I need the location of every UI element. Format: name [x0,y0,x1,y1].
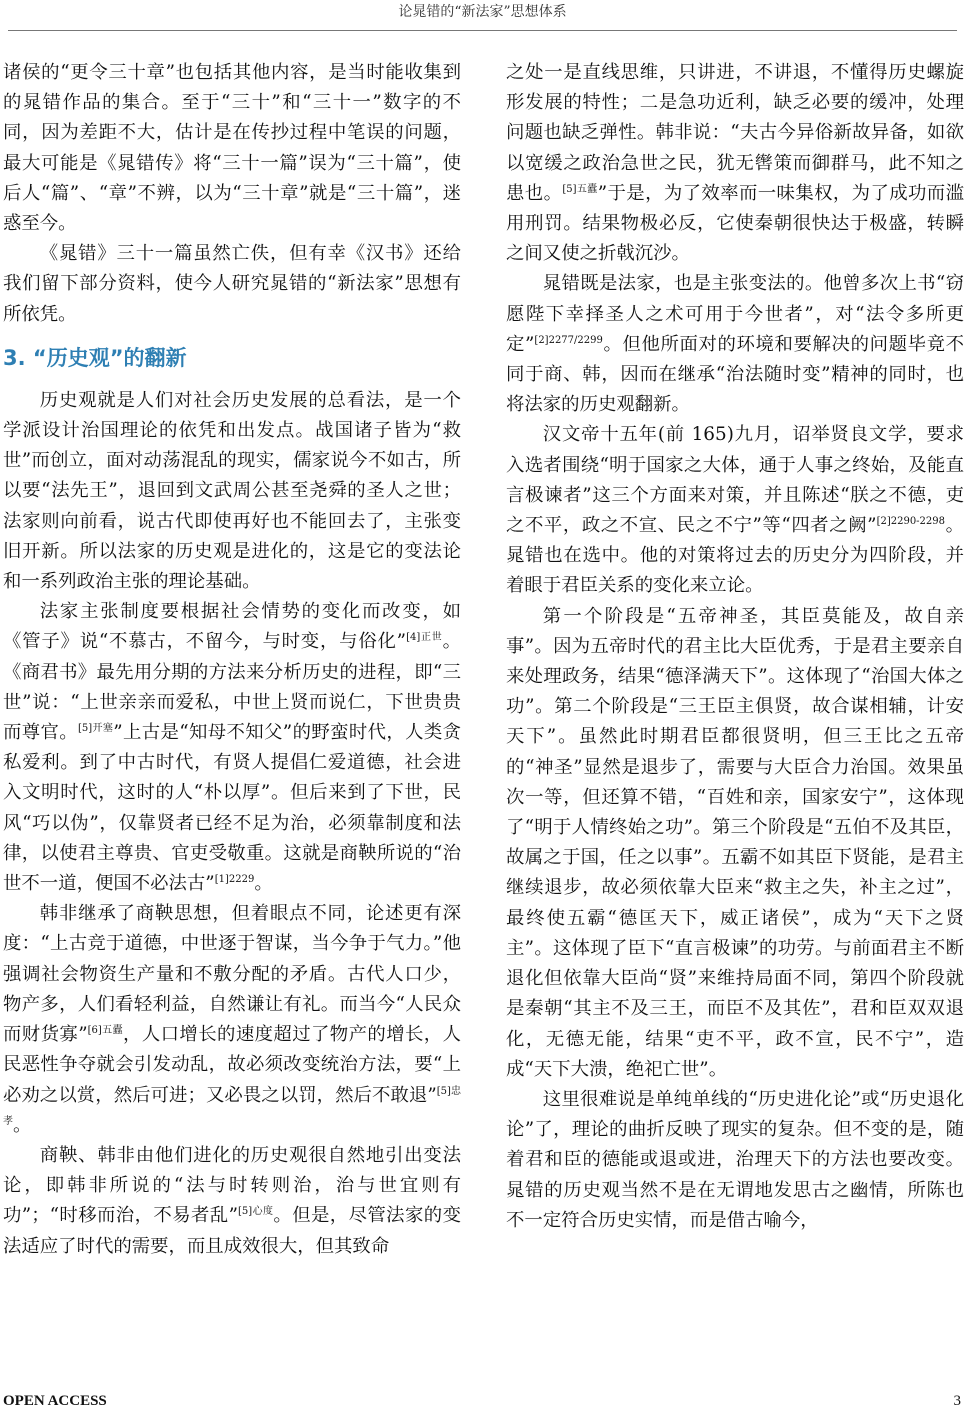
paragraph-text: 。 [254,873,273,895]
section-heading: 3. “历史观”的翻新 [3,345,187,370]
paragraph [3,386,461,597]
left-column [3,58,461,1262]
paragraph-text: 晁错既是法家，也是主张变法的。他曾多次上书“窃愿陛下幸择圣人之术可用于今世者”，对“法令多所更定” [506,273,964,355]
paragraph [506,602,964,1085]
paragraph [3,899,461,1141]
paragraph-text: 韩非继承了商鞅思想，但着眼点不同，论述更有深度：“上古竞于道德，中世逐于智谋，当今争于气力。”他强调社会物资生产量和不敷分配的矛盾。古代人口少，物产多，人们看轻利益，自然谦让有礼。而当今“人民众而财货寡” [3,903,461,1046]
citation-ref: [4]正世 [406,632,443,644]
paragraph-text: 商鞅、韩非由他们进化的历史观很自然地引出变法论，即韩非所说的“法与时转则治，治与世宜则有功”；“时移而治，不易者乱” [3,1144,461,1227]
paragraph-text: 。但他所面对的环境和要解决的问题毕竟不同于商、韩，因而在继承“治法随时变”精神的同时，也将法家的历史观翻新。 [506,333,964,416]
paragraph-text: 。《商君书》最先用分期的方法来分析历史的进程，即“三世”说：“上世亲亲而爱私，中世上贤而说仁，下世贵贵而尊官。 [3,631,461,744]
page-number: 3 [953,1393,961,1409]
paragraph-text: 法家主张制度要根据社会情势的变化而改变，如《管子》说“不慕古，不留今，与时变，与俗化” [3,601,461,653]
paragraph-text: 。 [13,1114,32,1136]
paragraph-text: 这里很难说是单纯单线的“历史进化论”或“历史退化论”了，理论的曲折反映了现实的复杂。但不变的是，随着君和臣的德能或退或进，治理天下的方法也要改变。晁错的历史观当然不是在无谓地发思古之幽情，所陈也不一定符合历史实情，而是借古喻今， [506,1088,964,1231]
paragraph-text: 之处一是直线思维，只讲进，不讲退，不懂得历史螺旋形发展的特性；二是急功近利，缺乏必要的缓冲，处理问题也缺乏弹性。韩非说：“夫古今异俗新故异备，如欲以宽缓之政治急世之民，犹无辔策而御群马，此不知之患也。 [506,62,964,204]
paragraph-text: 。晁错也在选中。他的对策将过去的历史分为四阶段，并着眼于君臣关系的变化来立论。 [506,515,964,597]
citation-ref: [6]五蠹 [87,1025,124,1037]
paragraph-text: ”上古是“知母不知父”的野蛮时代，人类贪私爱利。到了中古时代，有贤人提倡仁爱道德，社会进入文明时代，这时的人“朴以厚”。但后来到了下世，民风“巧以伪”，仅靠贤者已经不足为治，必须靠制度和法律，以使君主尊贵、官吏受敬重。这就是商鞅所说的“治世不一道，便国不必法古” [3,722,461,895]
paragraph-text: 历史观就是人们对社会历史发展的总看法，是一个学派设计治国理论的依凭和出发点。战国诸子皆为“救世”而创立，面对动荡混乱的现实，儒家说今不如古，所以要“法先王”，退回到文武周公甚至尧舜的圣人之世；法家则向前看，说古代即使再好也不能回去了，主张变旧开新。所以法家的历史观是进化的，这是它的变法论和一系列政治主张的理论基础。 [3,389,461,593]
paragraph-text: ，人口增长的速度超过了物产的增长，人民恶性争夺就会引发动乱，故必须改变统治方法，要“上必劝之以赏，然后可进；又必畏之以罚，然后不敢退” [3,1024,461,1106]
paragraph [506,420,964,601]
running-title: 论晁错的“新法家”思想体系 [398,4,567,20]
paragraph [506,58,964,269]
paragraph [3,1141,461,1262]
citation-ref: [5]忠孝 [3,1085,461,1127]
header-rule [8,30,957,31]
paragraph [3,58,461,239]
citation-ref: [5]五蠹 [562,183,598,195]
citation-ref: [1]2229 [214,874,255,886]
paragraph-text: 诸侯的“更令三十章”也包括其他内容，是当时能收集到的晁错作品的集合。至于“三十”和“三十一”数字的不同，因为差距不大，估计是在传抄过程中笔误的问题，最大可能是《晁错传》将“三十一篇”误为“三十篇”，使后人“篇”、“章”不辨，以为“三十章”就是“三十篇”，迷惑至今。 [3,62,461,235]
citation-ref: [2]2290-2298 [876,516,946,528]
paragraph-text: 汉文帝十五年(前 165)九月，诏举贤良文学，要求入选者围绕“明于国家之大体，通于人事之终始，及能直言极谏者”这三个方面来对策，并且陈述“朕之不德，吏之不平，政之不宣、民之不宁”等“四者之阙” [506,424,964,537]
paragraph-text: 第一个阶段是“五帝神圣，其臣莫能及，故自亲事”。因为五帝时代的君主比大臣优秀，于是君主要亲自来处理政务，结果“德泽满天下”。这体现了“治国大体之功”。第二个阶段是“三王臣主俱贤，故合谋相辅，计安天下”。虽然此时期君臣都很贤明，但三王比之五帝的“神圣”显然是退步了，需要与大臣合力治国。效果虽次一等，但还算不错，“百姓和亲，国家安宁”，这体现了“明于人情终始之功”。第三个阶段是“五伯不及其臣，故属之于国，任之以事”。五霸不如其臣下贤能，是君主继续退步，故必须依靠大臣来“救主之失，补主之过”，最终使五霸“德匡天下，威正诸侯”，成为“天下之贤主”。这体现了臣下“直言极谏”的功劳。与前面君主不断退化但依靠大臣尚“贤”来维持局面不同，第四个阶段就是秦朝“其主不及三王，而臣不及其佐”，君和臣双双退化，无德无能，结果“吏不平，政不宣，民不宁”，造成“天下大溃，绝祀亡世”。 [506,605,964,1080]
paragraph [506,269,964,420]
open-access-label: OPEN ACCESS [3,1393,107,1409]
paragraph-text: 。但是，尽管法家的变法适应了时代的需要，而且成效很大，但其致命 [3,1205,461,1257]
paragraph-text: 《晁错》三十一篇虽然亡佚，但有幸《汉书》还给我们留下部分资料，使今人研究晁错的“新法家”思想有所依凭。 [3,243,461,325]
paragraph [3,239,461,330]
right-column [506,58,964,1236]
paragraph [3,597,461,899]
citation-ref: [5]心度 [238,1206,274,1218]
paragraph-text: ”于是，为了效率而一味集权，为了成功而滥用刑罚。结果物极必反，它使秦朝很快达于极盛，转瞬之间又使之折戟沉沙。 [506,182,964,265]
paragraph [506,1085,964,1236]
citation-ref: [5]开塞 [78,723,114,735]
page-footer [0,1392,965,1411]
citation-ref: [2]2277/2299 [534,334,603,346]
